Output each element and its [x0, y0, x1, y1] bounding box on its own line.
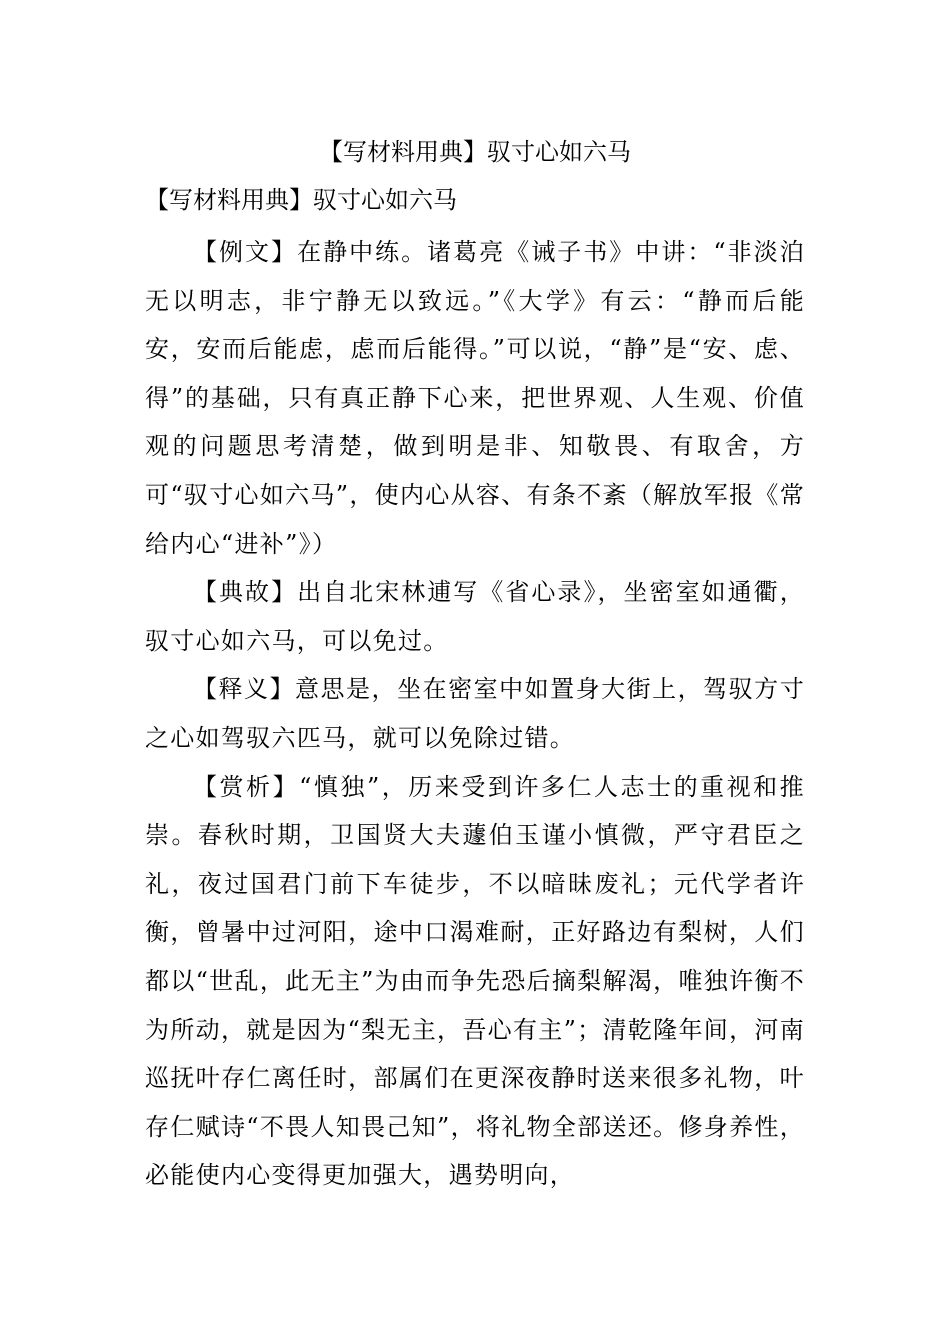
- document-subtitle: 【写材料用典】驭寸心如六马: [145, 186, 457, 214]
- document-title: 【写材料用典】驭寸心如六马: [319, 138, 631, 166]
- paragraph-interpretation: 【释义】意思是，坐在密室中如置身大街上，驾驭方寸之心如驾驭六匹马，就可以免除过错。: [145, 675, 805, 752]
- document-body: [145, 228, 805, 1200]
- paragraph-allusion: 【典故】出自北宋林逋写《省心录》，坐密室如通衢，驭寸心如六马，可以免过。: [145, 578, 805, 655]
- paragraph-example: 【例文】在静中练。诸葛亮《诫子书》中讲：“非淡泊无以明志，非宁静无以致远。”《大学》有云：“静而后能安，安而后能虑，虑而后能得。”可以说，“静”是“安、虑、得”的基础，只有真正静下心来，把世界观、人生观、价值观的问题思考清楚，做到明是非、知敬畏、有取舍，方可“驭寸心如六马”，使内心从容、有条不紊（解放军报《常给内心“进补”》）: [145, 238, 805, 558]
- paragraph-appreciation: 【赏析】“慎独”，历来受到许多仁人志士的重视和推崇。春秋时期，卫国贤大夫蘧伯玉谨小慎微，严守君臣之礼，夜过国君门前下车徒步，不以暗昧废礼；元代学者许衡，曾暑中过河阳，途中口渴难耐，正好路边有梨树，人们都以“世乱，此无主”为由而争先恐后摘梨解渴，唯独许衡不为所动，就是因为“梨无主，吾心有主”；清乾隆年间，河南巡抚叶存仁离任时，部属们在更深夜静时送来很多礼物，叶存仁赋诗“不畏人知畏己知”，将礼物全部送还。修身养性，必能使内心变得更加强大，遇势明向，: [145, 772, 805, 1190]
